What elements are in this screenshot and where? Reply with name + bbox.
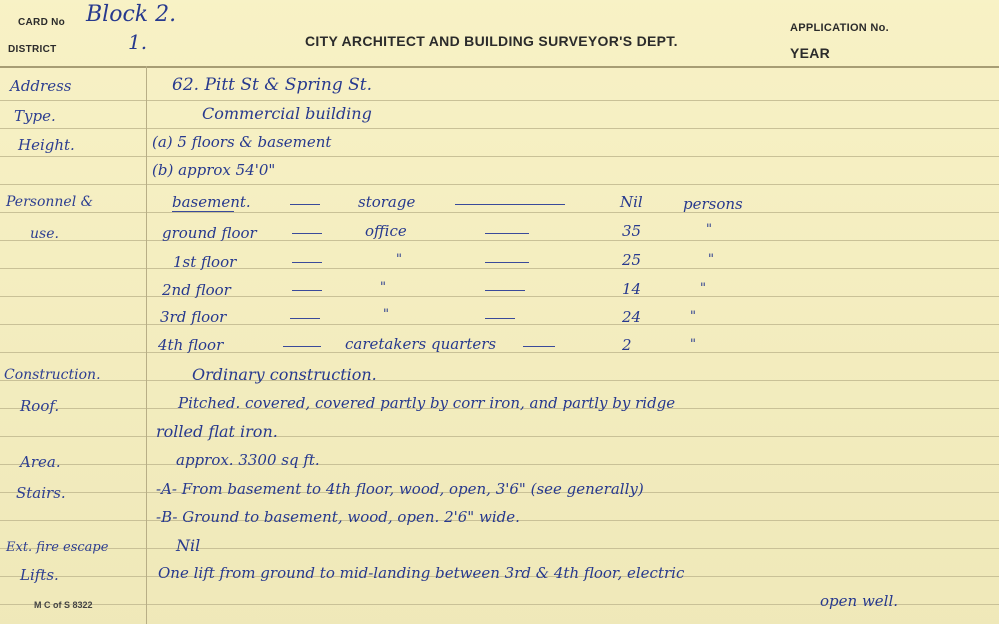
roof-value-1: Pitched. covered, covered partly by corr iron, and partly by ridge — [178, 394, 676, 412]
type-value: Commercial building — [202, 104, 372, 123]
personnel-unit: " — [708, 252, 714, 267]
stairs-value-b: -B- Ground to basement, wood, open. 2'6" wide. — [156, 508, 520, 526]
dash-mark — [523, 346, 555, 347]
stairs-value-a: -A- From basement to 4th floor, wood, open, 3'6" (see generally) — [156, 480, 644, 498]
personnel-count: Nil — [620, 193, 643, 211]
personnel-unit: " — [690, 309, 696, 324]
personnel-use: " — [380, 280, 386, 295]
dash-mark — [290, 204, 320, 205]
personnel-count: 14 — [622, 280, 642, 298]
lifts-value-2: open well. — [820, 592, 899, 610]
construction-value: Ordinary construction. — [192, 365, 377, 384]
personnel-floor: 3rd floor — [160, 308, 227, 326]
card-header — [0, 0, 999, 66]
dash-mark — [485, 290, 525, 291]
card-no-label: CARD No — [18, 17, 66, 28]
personnel-floor: ground floor — [162, 224, 257, 242]
personnel-use: caretakers quarters — [345, 335, 497, 353]
personnel-use: office — [365, 222, 407, 240]
personnel-use: storage — [358, 193, 416, 211]
personnel-floor: basement. — [172, 193, 251, 211]
personnel-floor: 1st floor — [173, 253, 237, 271]
personnel-unit: persons — [683, 195, 743, 213]
fire-escape-label: Ext. fire escape — [6, 540, 109, 555]
lifts-label: Lifts. — [20, 566, 59, 584]
department-title: CITY ARCHITECT AND BUILDING SURVEYOR'S DEPT. — [305, 33, 678, 49]
roof-value-2: rolled flat iron. — [156, 422, 278, 441]
personnel-floor: 4th floor — [158, 336, 224, 354]
dash-mark — [455, 204, 565, 205]
height-value-a: (a) 5 floors & basement — [152, 133, 332, 151]
card-no-value: Block 2. — [86, 2, 177, 27]
personnel-count: 2 — [622, 336, 632, 354]
height-label: Height. — [18, 136, 75, 154]
height-value-b: (b) approx 54'0" — [152, 161, 276, 179]
application-no-label: APPLICATION No. — [790, 22, 890, 34]
district-label: DISTRICT — [8, 44, 57, 55]
personnel-unit: " — [690, 337, 696, 352]
personnel-count: 25 — [622, 251, 642, 269]
area-value: approx. 3300 sq ft. — [176, 451, 320, 469]
personnel-use: " — [396, 252, 402, 267]
year-label: YEAR — [790, 45, 831, 61]
use-label: use. — [30, 226, 59, 242]
roof-label: Roof. — [20, 397, 60, 415]
fire-escape-value: Nil — [176, 536, 201, 555]
form-code: M C of S 8322 — [34, 600, 93, 610]
district-value: 1. — [128, 30, 148, 54]
personnel-unit: " — [706, 222, 712, 237]
dash-mark — [485, 262, 529, 263]
address-value: 62. Pitt St & Spring St. — [172, 75, 373, 95]
personnel-use: " — [383, 307, 389, 322]
construction-label: Construction. — [4, 367, 101, 383]
personnel-count: 24 — [622, 308, 642, 326]
personnel-unit: " — [700, 281, 706, 296]
area-label: Area. — [20, 453, 61, 471]
stairs-label: Stairs. — [16, 484, 66, 502]
dash-mark — [292, 290, 322, 291]
dash-mark — [292, 262, 322, 263]
underline-mark — [172, 211, 234, 212]
dash-mark — [292, 233, 322, 234]
dash-mark — [290, 318, 320, 319]
dash-mark — [283, 346, 321, 347]
lifts-value-1: One lift from ground to mid-landing between 3rd & 4th floor, electric — [158, 564, 685, 582]
personnel-floor: 2nd floor — [162, 281, 231, 299]
dash-mark — [485, 318, 515, 319]
personnel-label: Personnel & — [6, 194, 94, 210]
personnel-count: 35 — [622, 222, 642, 240]
type-label: Type. — [14, 107, 56, 125]
dash-mark — [485, 233, 529, 234]
address-label: Address — [10, 77, 72, 95]
